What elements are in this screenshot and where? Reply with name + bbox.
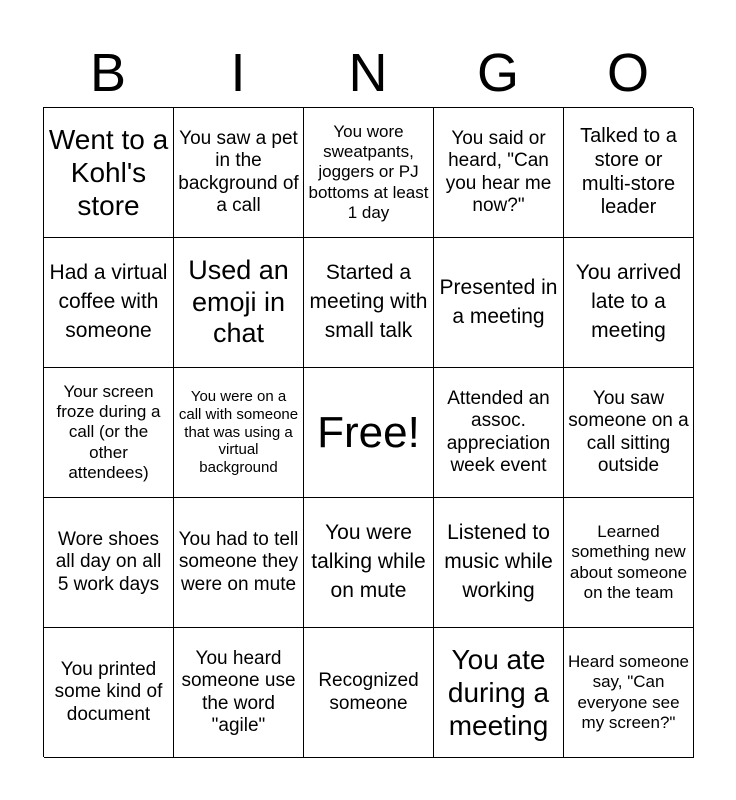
bingo-cell[interactable] <box>564 498 694 628</box>
cell-text: Used an emoji in chat <box>188 254 289 349</box>
cell-text: You saw a pet in the background of a call <box>178 127 299 216</box>
bingo-cell[interactable] <box>434 238 564 368</box>
cell-text: You heard someone use the word "agile" <box>181 647 296 736</box>
bingo-cell[interactable] <box>564 108 694 238</box>
bingo-cell[interactable] <box>564 628 694 758</box>
header-letter-i: I <box>230 43 246 103</box>
bingo-board <box>43 107 693 757</box>
cell-text: Your screen froze during a call (or the other attendees) <box>56 382 161 482</box>
cell-text: Learned something new about someone on the team <box>569 522 688 602</box>
cell-text: Listened to music while working <box>444 521 553 602</box>
cell-text: Presented in a meeting <box>439 275 558 328</box>
cell-text: Attended an assoc. appreciation week event <box>446 387 551 476</box>
bingo-cell[interactable] <box>44 628 174 758</box>
header-letter-b: B <box>89 43 127 103</box>
cell-text: You printed some kind of document <box>54 658 163 725</box>
bingo-cell[interactable] <box>44 238 174 368</box>
bingo-header <box>43 40 693 106</box>
bingo-cell[interactable] <box>434 368 564 498</box>
bingo-cell[interactable] <box>44 108 174 238</box>
cell-text: Started a meeting with small talk <box>309 261 428 342</box>
bingo-cell[interactable] <box>304 498 434 628</box>
bingo-cell[interactable] <box>434 498 564 628</box>
cell-text: Recognized someone <box>318 670 419 714</box>
bingo-cell[interactable] <box>174 108 304 238</box>
header-letter-g: G <box>476 43 519 103</box>
cell-text: You arrived late to a meeting <box>575 261 682 342</box>
cell-text: Went to a Kohl's store <box>48 123 169 222</box>
cell-text: Heard someone say, "Can everyone see my screen?" <box>568 652 689 732</box>
header-letter-o: O <box>606 43 649 103</box>
cell-text: Had a virtual coffee with someone <box>49 261 168 342</box>
cell-text: Wore shoes all day on all 5 work days <box>55 528 162 595</box>
bingo-cell[interactable] <box>564 368 694 498</box>
bingo-cell[interactable] <box>174 368 304 498</box>
bingo-cell[interactable] <box>174 238 304 368</box>
bingo-cell[interactable] <box>304 108 434 238</box>
cell-text: You were talking while on mute <box>311 521 426 602</box>
cell-text: Talked to a store or multi-store leader <box>580 125 677 219</box>
cell-text: You said or heard, "Can you hear me now?" <box>445 127 552 216</box>
bingo-cell[interactable] <box>304 238 434 368</box>
bingo-cell[interactable] <box>174 498 304 628</box>
cell-text: You were on a call with someone that was using a virtual background <box>178 388 299 477</box>
free-space-label: Free! <box>317 407 420 457</box>
bingo-cell[interactable] <box>174 628 304 758</box>
cell-text: You ate during a meeting <box>447 643 550 742</box>
bingo-cell[interactable] <box>434 628 564 758</box>
bingo-cell[interactable] <box>304 628 434 758</box>
bingo-cell[interactable] <box>564 238 694 368</box>
free-space-cell[interactable] <box>304 368 434 498</box>
bingo-cell[interactable] <box>434 108 564 238</box>
bingo-cell[interactable] <box>44 498 174 628</box>
header-letter-n: N <box>348 43 388 103</box>
cell-text: You had to tell someone they were on mute <box>178 528 299 595</box>
bingo-cell[interactable] <box>44 368 174 498</box>
cell-text: You wore sweatpants, joggers or PJ bottoms at least 1 day <box>308 122 429 222</box>
cell-text: You saw someone on a call sitting outside <box>568 387 689 476</box>
